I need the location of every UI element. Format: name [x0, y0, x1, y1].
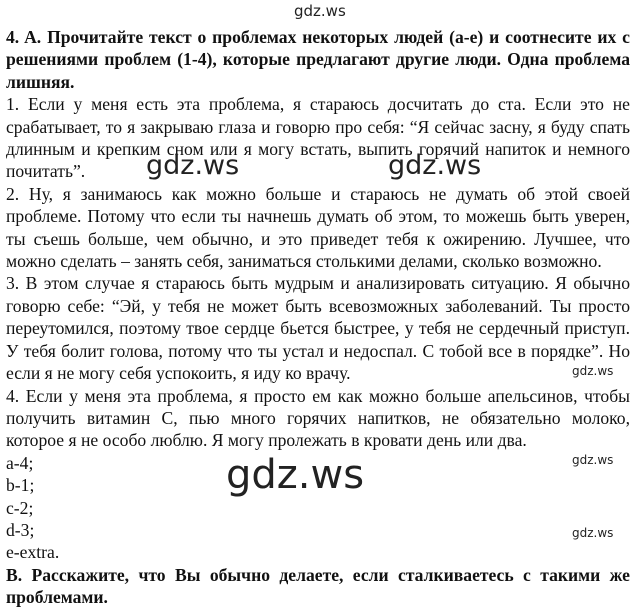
watermark-large: gdz.ws [226, 452, 365, 498]
answer-item: c-2; [6, 497, 34, 518]
watermark-middle-left: gdz.ws [146, 150, 240, 181]
answer-item: b-1; [6, 475, 35, 496]
solution-paragraph-2: 2. Ну, я занимаюсь как можно больше и стараюсь не думать об этой своей проблеме. Потому что если ты начнешь думать об этом, то можешь быть уверен, ты съешь больше, чем обычно, и это приведет тебя к ожирению. Лучшее, что можно сделать – занять себя, заниматься столькими делами, сколько возможно. [6, 183, 630, 272]
watermark-small: gdz.ws [572, 526, 614, 540]
answer-item: d-3; [6, 519, 35, 540]
watermark-top: gdz.ws [294, 2, 346, 20]
task-b-instruction: B. Расскажите, что Вы обычно делаете, если сталкиваетесь с такими же проблемами. [6, 564, 630, 608]
answer-item: a-4; [6, 452, 34, 473]
task-a-instruction: 4. A. Прочитайте текст о проблемах некоторых людей (a-e) и соотнесите их с решениями проблем (1-4), которые предлагают другие люди. Одна проблема лишняя. [6, 27, 630, 92]
solution-paragraph-1: 1. Если у меня есть эта проблема, я стараюсь досчитать до ста. Если это не срабатывает, то я закрываю глаза и говорю про себя: “Я сейчас засну, я буду спать длинным и крепким сном или я могу встать, выпить горячий напиток и немного почитать”. [6, 94, 630, 182]
watermark-small: gdz.ws [572, 364, 614, 378]
document-body [6, 26, 630, 609]
answer-item: e-extra. [6, 542, 60, 563]
solution-paragraph-4: 4. Если у меня эта проблема, я просто ем как можно больше апельсинов, чтобы получить витамин C, пью много горячих напитков, не обязательно молоко, которое я не особо люблю. Я могу пролежать в кровати день или два. [6, 385, 630, 451]
watermark-small: gdz.ws [572, 453, 614, 467]
solution-paragraph-3: 3. В этом случае я стараюсь быть мудрым и анализировать ситуацию. Я обычно говорю себе: “Эй, у тебя не может быть всевозможных заболеваний. Ты просто переутомился, поэтому твое сердце бьется быстрее, у тебя не сердечный приступ. У тебя болит голова, потому что ты устал и недоспал. С тобой все в порядке”. Но если я не могу себя успокоить, я иду ко врачу. [6, 273, 630, 384]
watermark-middle-right: gdz.ws [388, 150, 482, 181]
